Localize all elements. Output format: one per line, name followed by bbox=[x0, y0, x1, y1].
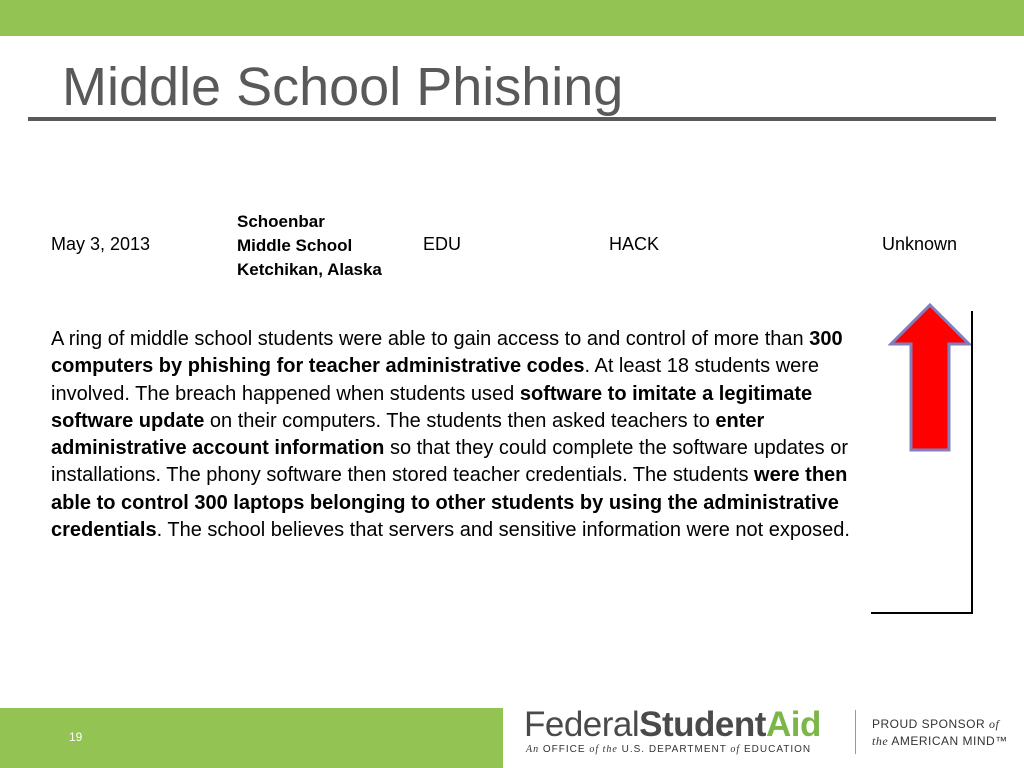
incident-type: HACK bbox=[609, 234, 660, 254]
logo-sub-the: the bbox=[599, 744, 618, 755]
up-arrow-icon bbox=[888, 302, 972, 454]
description-bold-1: 300 computers by phishing for teacher administrative codes bbox=[51, 328, 843, 378]
description-text-1: A ring of middle school students were able to gain access to and control of more than bbox=[51, 328, 810, 350]
sponsor-tagline bbox=[872, 716, 1008, 750]
incident-description bbox=[51, 326, 863, 544]
description-text-4: so that they could complete the software updates or installations. The phony software then stored teacher credentials. The students bbox=[51, 437, 848, 487]
logo-aid: Aid bbox=[765, 705, 821, 744]
school-location: Ketchikan, Alaska bbox=[237, 260, 382, 279]
logo-sub-an: An bbox=[526, 744, 540, 755]
top-accent-bar bbox=[0, 0, 1024, 36]
description-bold-4: were then able to control 300 laptops belonging to other students by using the administrative credentials bbox=[51, 464, 848, 542]
logo-wordmark bbox=[524, 704, 821, 746]
sponsor-of: of bbox=[989, 717, 1000, 731]
description-text-2: . At least 18 students were involved. The breach happened when students used bbox=[51, 355, 820, 405]
description-bold-3: enter administrative account information bbox=[51, 409, 765, 460]
logo-sub-of: of bbox=[589, 744, 600, 755]
sponsor-line2: AMERICAN MIND™ bbox=[888, 734, 1008, 748]
frame-vertical-line bbox=[971, 311, 973, 614]
school-name-line1: Schoenbar bbox=[237, 212, 325, 231]
slide-title: Middle School Phishing bbox=[62, 57, 624, 117]
school-name-line2: Middle School bbox=[237, 236, 353, 255]
logo-divider bbox=[855, 710, 856, 754]
incident-status: Unknown bbox=[882, 234, 958, 254]
logo-sub-dept: U.S. DEPARTMENT bbox=[617, 744, 731, 755]
incident-row bbox=[0, 208, 1024, 288]
federal-student-aid-logo bbox=[524, 704, 844, 764]
incident-sector: EDU bbox=[423, 234, 462, 254]
logo-subtitle bbox=[526, 744, 811, 755]
frame-horizontal-line bbox=[871, 612, 973, 614]
page-number: 19 bbox=[69, 730, 83, 744]
sponsor-line1: PROUD SPONSOR bbox=[872, 717, 990, 731]
logo-federal: Federal bbox=[524, 705, 640, 744]
description-text-5: . The school believes that servers and sensitive information were not exposed. bbox=[156, 519, 850, 542]
logo-sub-edu: EDUCATION bbox=[740, 744, 812, 755]
logo-student: Student bbox=[639, 705, 766, 744]
description-text-3: on their computers. The students then asked teachers to bbox=[204, 409, 716, 432]
incident-date: May 3, 2013 bbox=[51, 234, 151, 254]
logo-sub-of2: of bbox=[730, 744, 741, 755]
title-underline bbox=[28, 117, 996, 121]
incident-school bbox=[237, 210, 382, 282]
description-bold-2: software to imitate a legitimate software update bbox=[51, 382, 813, 432]
logo-sub-office: OFFICE bbox=[539, 744, 590, 755]
sponsor-the: the bbox=[872, 734, 889, 748]
